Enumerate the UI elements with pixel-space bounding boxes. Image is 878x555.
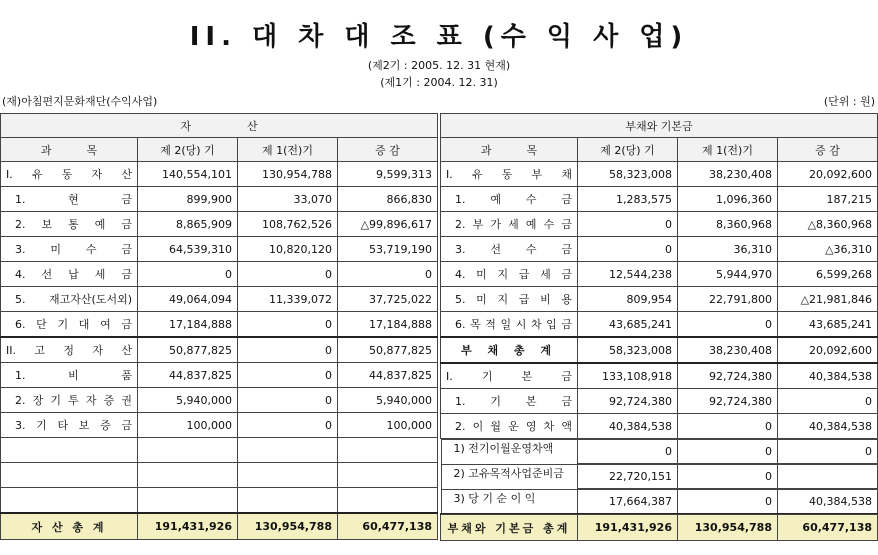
amount-cur — [138, 463, 238, 488]
amount-prev: 0 — [238, 363, 338, 388]
amount-cur: 44,837,825 — [138, 363, 238, 388]
table-row — [1, 312, 438, 338]
col-header-account: 과 목 — [441, 138, 578, 162]
total-row — [441, 514, 878, 541]
amount-cur: 899,900 — [138, 187, 238, 212]
amount-diff: 40,384,538 — [778, 489, 878, 515]
amount-diff: 50,877,825 — [338, 337, 438, 363]
amount-diff: 0 — [778, 439, 878, 464]
amount-diff: 187,215 — [778, 187, 878, 212]
col-header-account: 과 목 — [1, 138, 138, 162]
total-amount-diff: 60,477,138 — [778, 514, 878, 541]
table-row — [1, 187, 438, 212]
amount-diff: 40,384,538 — [778, 414, 878, 439]
amount-prev: 0 — [678, 464, 778, 489]
account-label: 부 채 총 계 — [441, 337, 578, 363]
amount-diff: 20,092,600 — [778, 162, 878, 187]
amount-prev: 0 — [238, 312, 338, 338]
amount-cur — [138, 488, 238, 514]
amount-prev: 8,360,968 — [678, 212, 778, 237]
amount-prev: 0 — [678, 312, 778, 338]
amount-prev: 0 — [238, 413, 338, 438]
amount-diff: 37,725,022 — [338, 287, 438, 312]
amount-cur: 0 — [578, 212, 678, 237]
column-header-row — [1, 138, 438, 162]
account-label — [1, 438, 138, 463]
amount-prev: 1,096,360 — [678, 187, 778, 212]
amount-cur: 133,108,918 — [578, 363, 678, 389]
col-header-change: 증 감 — [778, 138, 878, 162]
amount-diff: 43,685,241 — [778, 312, 878, 338]
account-label: 3) 당 기 순 이 익 — [441, 489, 878, 515]
amount-prev: 11,339,072 — [238, 287, 338, 312]
amount-diff: △21,981,846 — [778, 287, 878, 312]
amount-prev: 0 — [678, 414, 778, 439]
organization-name: (재)아침편지문화재단(수익사업) — [2, 95, 158, 108]
account-label: 2. 부 가 세 예 수 금 — [441, 212, 578, 237]
table-row — [441, 187, 878, 212]
table-row — [441, 414, 878, 439]
account-label: 3. 미 수 금 — [1, 237, 138, 262]
table-row — [441, 337, 878, 363]
amount-diff: △8,360,968 — [778, 212, 878, 237]
amount-cur: 12,544,238 — [578, 262, 678, 287]
amount-diff: 53,719,190 — [338, 237, 438, 262]
amount-diff: 9,599,313 — [338, 162, 438, 187]
table-row — [1, 237, 438, 262]
amount-cur: 49,064,094 — [138, 287, 238, 312]
amount-cur: 100,000 — [138, 413, 238, 438]
amount-prev: 130,954,788 — [238, 162, 338, 187]
col-header-prior: 제 1(전)기 — [238, 138, 338, 162]
amount-cur: 5,940,000 — [138, 388, 238, 413]
col-header-prior: 제 1(전)기 — [678, 138, 778, 162]
account-label: 6. 목 적 일 시 차 입 금 — [441, 312, 578, 338]
amount-prev: 22,791,800 — [678, 287, 778, 312]
liabilities-equity-table — [440, 113, 878, 541]
table-row — [441, 237, 878, 262]
amount-cur: 0 — [578, 237, 678, 262]
amount-diff: 6,599,268 — [778, 262, 878, 287]
table-row — [441, 464, 878, 489]
table-row — [441, 389, 878, 414]
account-label: 3. 선 수 금 — [441, 237, 578, 262]
account-label: 1. 현 금 — [1, 187, 138, 212]
total-amount-cur: 191,431,926 — [578, 514, 678, 541]
amount-prev: 0 — [678, 439, 778, 464]
table-row — [1, 463, 438, 488]
col-header-current: 제 2(당) 기 — [578, 138, 678, 162]
amount-prev: 10,820,120 — [238, 237, 338, 262]
account-label: 5. 재고자산(도서외) — [1, 287, 138, 312]
account-label — [1, 488, 138, 514]
amount-diff: 100,000 — [338, 413, 438, 438]
amount-prev: 0 — [238, 262, 338, 287]
amount-prev: 0 — [678, 489, 778, 515]
section-title: 자 산 — [1, 114, 438, 138]
amount-cur: 50,877,825 — [138, 337, 238, 363]
account-label: 2. 이 월 운 영 차 액 — [441, 414, 578, 439]
amount-cur: 40,384,538 — [578, 414, 678, 439]
amount-cur: 809,954 — [578, 287, 678, 312]
table-row — [1, 337, 438, 363]
amount-diff: 0 — [778, 389, 878, 414]
section-header-row — [1, 114, 438, 138]
assets-table — [0, 113, 438, 540]
amount-prev — [238, 438, 338, 463]
amount-prev: 0 — [238, 337, 338, 363]
account-label: 3. 기 타 보 증 금 — [1, 413, 138, 438]
amount-prev: 92,724,380 — [678, 363, 778, 389]
amount-prev: 0 — [238, 388, 338, 413]
amount-cur: 58,323,008 — [578, 337, 678, 363]
amount-prev: 38,230,408 — [678, 337, 778, 363]
amount-diff: △99,896,617 — [338, 212, 438, 237]
amount-prev: 33,070 — [238, 187, 338, 212]
amount-prev: 36,310 — [678, 237, 778, 262]
account-label: 4. 선 납 세 금 — [1, 262, 138, 287]
amount-prev: 38,230,408 — [678, 162, 778, 187]
column-header-row — [441, 138, 878, 162]
section-title: 부채와 기본금 — [441, 114, 878, 138]
amount-cur: 140,554,101 — [138, 162, 238, 187]
amount-diff: 866,830 — [338, 187, 438, 212]
account-label: II. 고 정 자 산 — [1, 337, 138, 363]
amount-cur — [138, 438, 238, 463]
amount-diff: 17,184,888 — [338, 312, 438, 338]
total-label: 자 산 총 계 — [1, 513, 138, 540]
table-row — [441, 489, 878, 515]
amount-cur: 17,664,387 — [578, 489, 678, 515]
table-row — [1, 438, 438, 463]
account-label: 1) 전기이월운영차액 — [441, 439, 878, 465]
table-row — [441, 262, 878, 287]
table-row — [441, 363, 878, 389]
table-row — [441, 162, 878, 187]
amount-cur: 17,184,888 — [138, 312, 238, 338]
amount-diff: △36,310 — [778, 237, 878, 262]
amount-diff: 44,837,825 — [338, 363, 438, 388]
total-row — [1, 513, 438, 540]
table-row — [1, 162, 438, 187]
page-title: II. 대 차 대 조 표 (수 익 사 업) — [189, 22, 689, 52]
table-row — [441, 312, 878, 338]
total-amount-prev: 130,954,788 — [238, 513, 338, 540]
account-label: 1. 기 본 금 — [441, 389, 578, 414]
amount-diff: 5,940,000 — [338, 388, 438, 413]
account-label: I. 유 동 자 산 — [1, 162, 138, 187]
account-label: 5. 미 지 급 비 용 — [441, 287, 578, 312]
account-label: I. 기 본 금 — [441, 363, 578, 389]
amount-diff: 40,384,538 — [778, 363, 878, 389]
amount-cur: 43,685,241 — [578, 312, 678, 338]
col-header-change: 증 감 — [338, 138, 438, 162]
table-row — [441, 212, 878, 237]
amount-prev: 92,724,380 — [678, 389, 778, 414]
table-row — [1, 212, 438, 237]
table-row — [1, 363, 438, 388]
amount-prev — [238, 463, 338, 488]
amount-cur: 0 — [138, 262, 238, 287]
amount-cur: 58,323,008 — [578, 162, 678, 187]
amount-cur: 64,539,310 — [138, 237, 238, 262]
account-label: 2) 고유목적사업준비금 — [441, 464, 878, 490]
total-amount-cur: 191,431,926 — [138, 513, 238, 540]
account-label: 4. 미 지 급 세 금 — [441, 262, 578, 287]
amount-diff: 0 — [338, 262, 438, 287]
account-label: 1. 예 수 금 — [441, 187, 578, 212]
account-label: 2. 장 기 투 자 증 권 — [1, 388, 138, 413]
amount-cur: 0 — [578, 439, 678, 464]
amount-diff — [338, 438, 438, 463]
unit-label: (단위 : 원) — [823, 95, 875, 108]
amount-diff: 20,092,600 — [778, 337, 878, 363]
amount-prev: 108,762,526 — [238, 212, 338, 237]
section-header-row — [441, 114, 878, 138]
table-row — [1, 488, 438, 514]
amount-cur: 1,283,575 — [578, 187, 678, 212]
amount-cur: 92,724,380 — [578, 389, 678, 414]
total-label: 부채와 기본금 총계 — [441, 514, 578, 541]
account-label: I. 유 동 부 채 — [441, 162, 578, 187]
table-row — [441, 439, 878, 464]
total-amount-prev: 130,954,788 — [678, 514, 778, 541]
amount-prev: 5,944,970 — [678, 262, 778, 287]
table-row — [1, 388, 438, 413]
table-row — [441, 287, 878, 312]
table-row — [1, 413, 438, 438]
table-row — [1, 287, 438, 312]
account-label: 1. 비 품 — [1, 363, 138, 388]
table-row — [1, 262, 438, 287]
amount-prev — [238, 488, 338, 514]
total-amount-diff: 60,477,138 — [338, 513, 438, 540]
col-header-current: 제 2(당) 기 — [138, 138, 238, 162]
account-label: 2. 보 통 예 금 — [1, 212, 138, 237]
period-current: (제2기 : 2005. 12. 31 현재) — [367, 59, 511, 72]
period-prior: (제1기 : 2004. 12. 31) — [380, 76, 498, 89]
amount-diff — [338, 488, 438, 514]
account-label: 6. 단 기 대 여 금 — [1, 312, 138, 338]
amount-diff — [338, 463, 438, 488]
amount-cur: 22,720,151 — [578, 464, 678, 489]
account-label — [1, 463, 138, 488]
amount-cur: 8,865,909 — [138, 212, 238, 237]
